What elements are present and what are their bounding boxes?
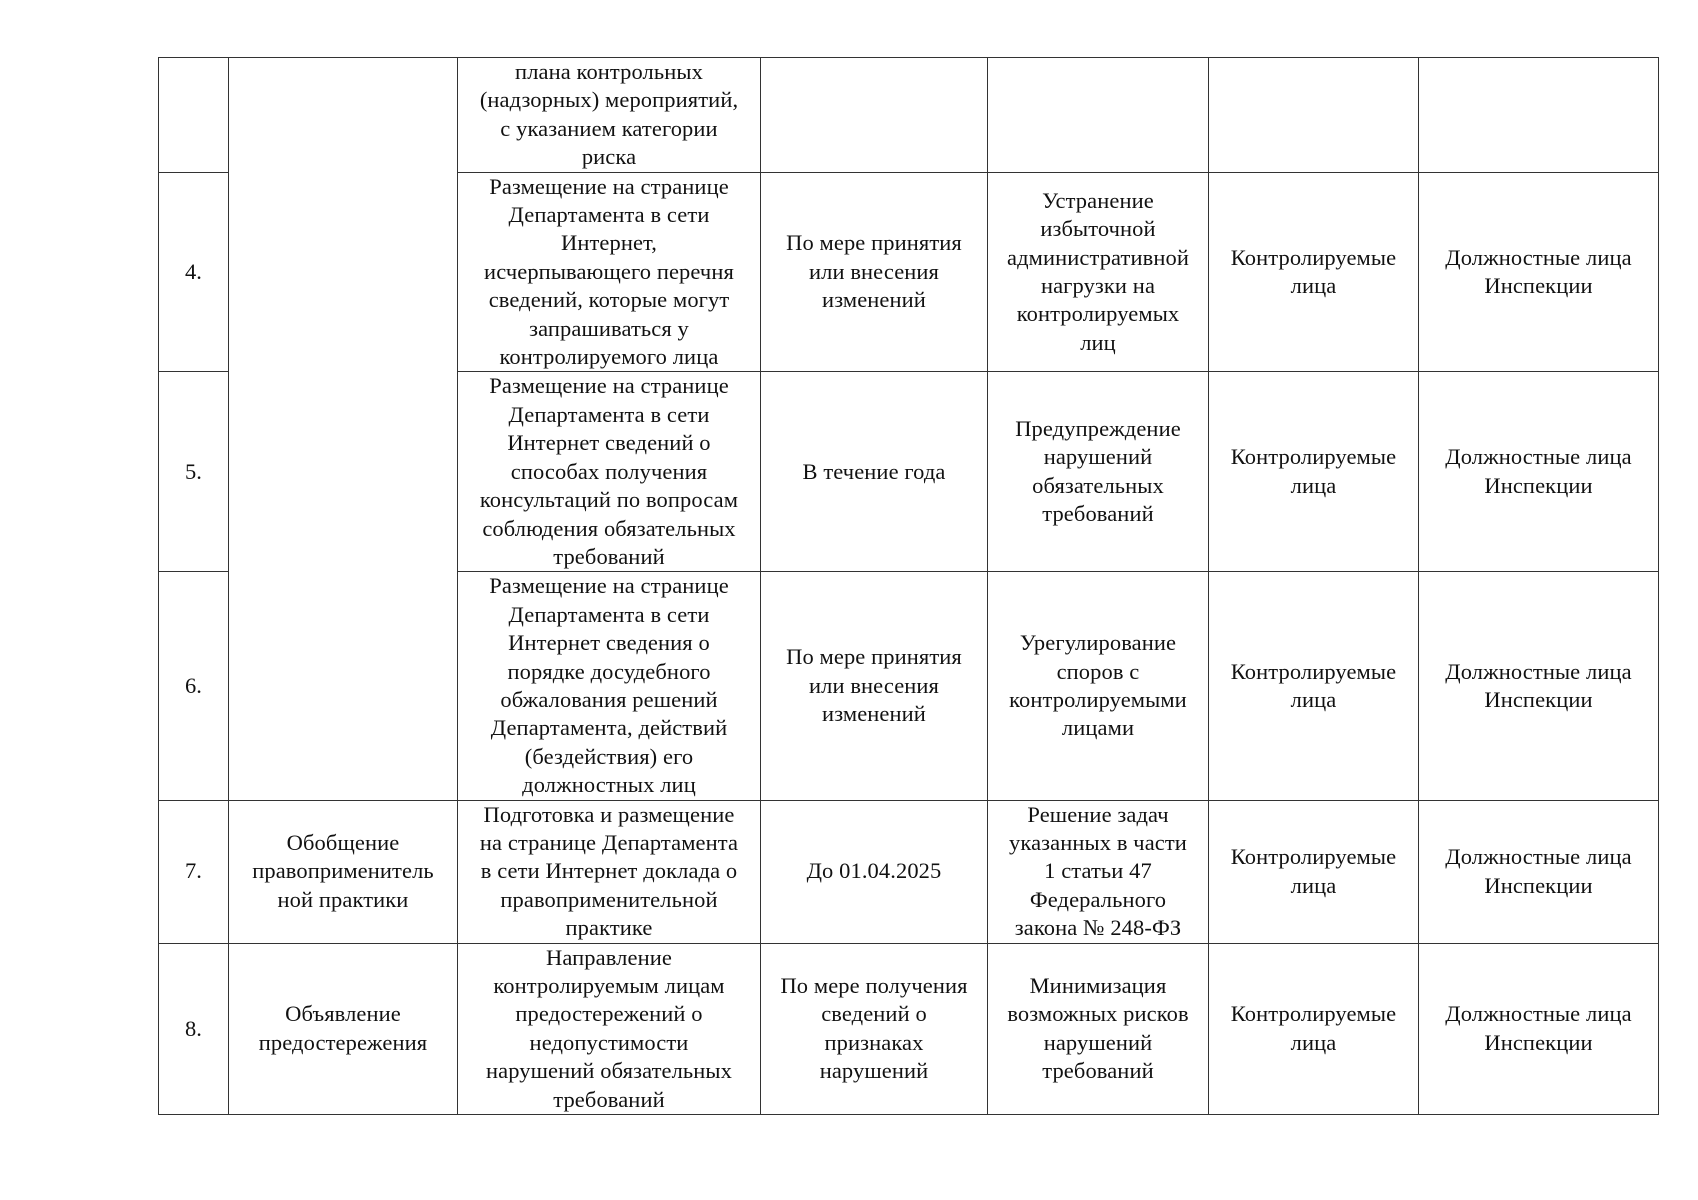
expected-result-cell bbox=[988, 58, 1209, 173]
row-number-cell: 5. bbox=[159, 372, 229, 572]
table-row bbox=[159, 58, 1659, 173]
responsible-cell: Должностные лица Инспекции bbox=[1419, 572, 1659, 800]
responsible-cell: Должностные лица Инспекции bbox=[1419, 372, 1659, 572]
activity-type-cell: Объявление предостережения bbox=[229, 943, 458, 1114]
expected-result-cell: Минимизация возможных рисков нарушений требований bbox=[988, 943, 1209, 1114]
table-row bbox=[159, 800, 1659, 943]
activity-content-cell: Размещение на странице Департамента в сети Интернет сведения о порядке досудебного обжалования решений Департамента, действий (бездействия) его должностных лиц bbox=[458, 572, 761, 800]
responsible-cell: Должностные лица Инспекции bbox=[1419, 943, 1659, 1114]
subjects-cell: Контролируемые лица bbox=[1209, 372, 1419, 572]
row-number-cell: 6. bbox=[159, 572, 229, 800]
row-number-cell bbox=[159, 58, 229, 173]
activity-type-cell: Обобщение правоприменитель ной практики bbox=[229, 800, 458, 943]
responsible-cell bbox=[1419, 58, 1659, 173]
expected-result-cell: Предупреждение нарушений обязательных требований bbox=[988, 372, 1209, 572]
expected-result-cell: Устранение избыточной административной нагрузки на контролируемых лиц bbox=[988, 172, 1209, 372]
deadline-cell: В течение года bbox=[761, 372, 988, 572]
deadline-cell bbox=[761, 58, 988, 173]
subjects-cell: Контролируемые лица bbox=[1209, 572, 1419, 800]
activity-content-cell: Подготовка и размещение на странице Департамента в сети Интернет доклада о правоприменительной практике bbox=[458, 800, 761, 943]
subjects-cell: Контролируемые лица bbox=[1209, 800, 1419, 943]
activity-content-cell: плана контрольных (надзорных) мероприятий, с указанием категории риска bbox=[458, 58, 761, 173]
deadline-cell: По мере получения сведений о признаках нарушений bbox=[761, 943, 988, 1114]
expected-result-cell: Решение задач указанных в части 1 статьи 47 Федерального закона № 248-ФЗ bbox=[988, 800, 1209, 943]
deadline-cell: По мере принятия или внесения изменений bbox=[761, 572, 988, 800]
prevention-plan-table bbox=[158, 57, 1659, 1115]
responsible-cell: Должностные лица Инспекции bbox=[1419, 172, 1659, 372]
table-row bbox=[159, 943, 1659, 1114]
activity-content-cell: Размещение на странице Департамента в сети Интернет сведений о способах получения консультаций по вопросам соблюдения обязательных требований bbox=[458, 372, 761, 572]
responsible-cell: Должностные лица Инспекции bbox=[1419, 800, 1659, 943]
activity-content-cell: Направление контролируемым лицам предостережений о недопустимости нарушений обязательных требований bbox=[458, 943, 761, 1114]
activity-content-cell: Размещение на странице Департамента в сети Интернет, исчерпывающего перечня сведений, которые могут запрашиваться у контролируемого лица bbox=[458, 172, 761, 372]
row-number-cell: 7. bbox=[159, 800, 229, 943]
subjects-cell: Контролируемые лица bbox=[1209, 943, 1419, 1114]
subjects-cell bbox=[1209, 58, 1419, 173]
activity-type-cell bbox=[229, 58, 458, 801]
deadline-cell: По мере принятия или внесения изменений bbox=[761, 172, 988, 372]
row-number-cell: 8. bbox=[159, 943, 229, 1114]
deadline-cell: До 01.04.2025 bbox=[761, 800, 988, 943]
row-number-cell: 4. bbox=[159, 172, 229, 372]
subjects-cell: Контролируемые лица bbox=[1209, 172, 1419, 372]
expected-result-cell: Урегулирование споров с контролируемыми лицами bbox=[988, 572, 1209, 800]
